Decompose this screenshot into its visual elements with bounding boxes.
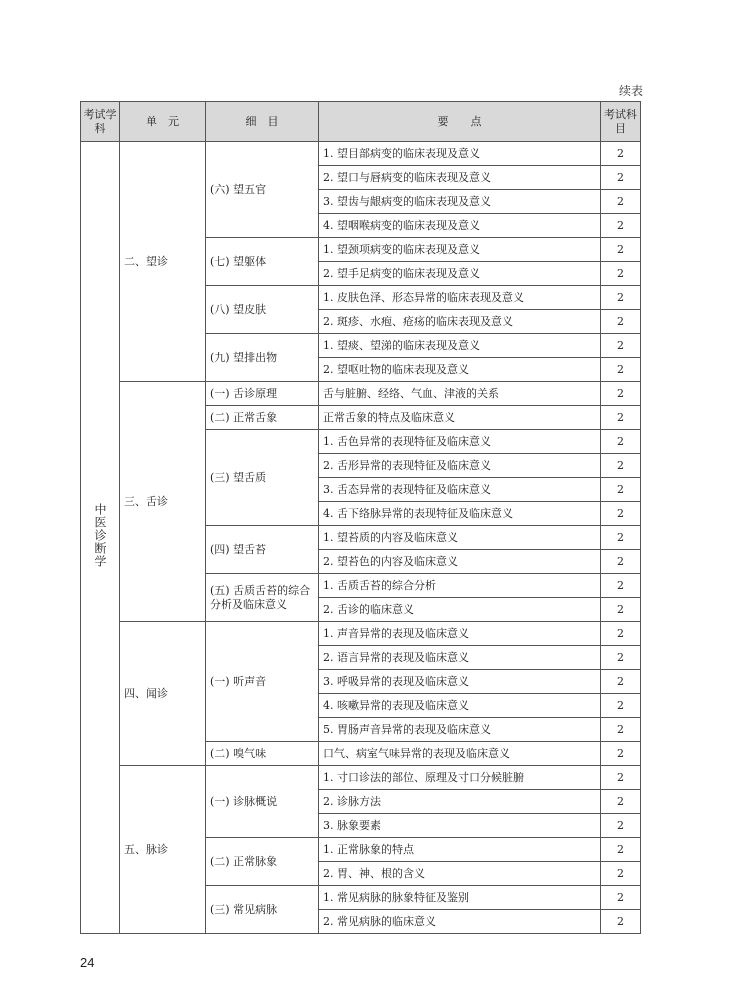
header-points: 要 点 (319, 102, 601, 142)
point-cell: 2. 舌形异常的表现特征及临床意义 (319, 454, 601, 478)
point-cell: 1. 望苔质的内容及临床意义 (319, 526, 601, 550)
level-cell: 2 (601, 406, 641, 430)
level-cell: 2 (601, 190, 641, 214)
point-cell: 1. 声音异常的表现及临床意义 (319, 622, 601, 646)
item-cell: (二) 正常脉象 (206, 838, 319, 886)
item-cell: (二) 正常舌象 (206, 406, 319, 430)
point-cell: 1. 皮肤色泽、形态异常的临床表现及意义 (319, 286, 601, 310)
unit-cell: 五、脉诊 (120, 766, 206, 934)
subject-label: 中医诊断学 (93, 503, 107, 568)
level-cell: 2 (601, 262, 641, 286)
item-cell: (六) 望五官 (206, 142, 319, 238)
level-cell: 2 (601, 910, 641, 934)
point-cell: 2. 常见病脉的临床意义 (319, 910, 601, 934)
item-cell: (三) 常见病脉 (206, 886, 319, 934)
point-cell: 1. 常见病脉的脉象特征及鉴别 (319, 886, 601, 910)
point-cell: 3. 望齿与龈病变的临床表现及意义 (319, 190, 601, 214)
unit-cell: 四、闻诊 (120, 622, 206, 766)
level-cell: 2 (601, 598, 641, 622)
table-row (81, 142, 641, 166)
point-cell: 2. 望口与唇病变的临床表现及意义 (319, 166, 601, 190)
subject-cell (81, 142, 120, 934)
item-cell: (四) 望舌苔 (206, 526, 319, 574)
point-cell: 舌与脏腑、经络、气血、津液的关系 (319, 382, 601, 406)
level-cell: 2 (601, 382, 641, 406)
level-cell: 2 (601, 742, 641, 766)
level-cell: 2 (601, 478, 641, 502)
point-cell: 4. 望咽喉病变的临床表现及意义 (319, 214, 601, 238)
header-subject: 考试学科 (81, 102, 120, 142)
item-cell: (一) 舌诊原理 (206, 382, 319, 406)
table-row (81, 622, 641, 646)
point-cell: 1. 寸口诊法的部位、原理及寸口分候脏腑 (319, 766, 601, 790)
level-cell: 2 (601, 238, 641, 262)
level-cell: 2 (601, 814, 641, 838)
item-cell: (七) 望躯体 (206, 238, 319, 286)
point-cell: 5. 胃肠声音异常的表现及临床意义 (319, 718, 601, 742)
level-cell: 2 (601, 142, 641, 166)
point-cell: 3. 呼吸异常的表现及临床意义 (319, 670, 601, 694)
point-cell: 2. 望呕吐物的临床表现及意义 (319, 358, 601, 382)
level-cell: 2 (601, 358, 641, 382)
level-cell: 2 (601, 550, 641, 574)
level-cell: 2 (601, 502, 641, 526)
level-cell: 2 (601, 766, 641, 790)
point-cell: 1. 舌质舌苔的综合分析 (319, 574, 601, 598)
level-cell: 2 (601, 454, 641, 478)
item-cell: (一) 听声音 (206, 622, 319, 742)
level-cell: 2 (601, 838, 641, 862)
level-cell: 2 (601, 646, 641, 670)
unit-cell: 二、望诊 (120, 142, 206, 382)
header-item: 细 目 (206, 102, 319, 142)
level-cell: 2 (601, 886, 641, 910)
level-cell: 2 (601, 526, 641, 550)
point-cell: 3. 舌态异常的表现特征及临床意义 (319, 478, 601, 502)
point-cell: 1. 望颈项病变的临床表现及意义 (319, 238, 601, 262)
table-row (81, 382, 641, 406)
level-cell: 2 (601, 430, 641, 454)
level-cell: 2 (601, 718, 641, 742)
point-cell: 2. 诊脉方法 (319, 790, 601, 814)
point-cell: 1. 望目部病变的临床表现及意义 (319, 142, 601, 166)
point-cell: 2. 斑疹、水疱、疮疡的临床表现及意义 (319, 310, 601, 334)
point-cell: 2. 望苔色的内容及临床意义 (319, 550, 601, 574)
point-cell: 2. 望手足病变的临床表现及意义 (319, 262, 601, 286)
point-cell: 2. 舌诊的临床意义 (319, 598, 601, 622)
point-cell: 2. 胃、神、根的含义 (319, 862, 601, 886)
level-cell: 2 (601, 790, 641, 814)
point-cell: 1. 舌色异常的表现特征及临床意义 (319, 430, 601, 454)
table-header-row (81, 102, 641, 142)
level-cell: 2 (601, 286, 641, 310)
header-unit: 单 元 (120, 102, 206, 142)
unit-cell: 三、舌诊 (120, 382, 206, 622)
level-cell: 2 (601, 214, 641, 238)
page-number: 24 (80, 955, 95, 970)
level-cell: 2 (601, 166, 641, 190)
item-cell: (五) 舌质舌苔的综合分析及临床意义 (206, 574, 319, 622)
continued-label: 续表 (618, 84, 643, 98)
level-cell: 2 (601, 622, 641, 646)
point-cell: 正常舌象的特点及临床意义 (319, 406, 601, 430)
syllabus-table (80, 101, 641, 934)
item-cell: (九) 望排出物 (206, 334, 319, 382)
item-cell: (一) 诊脉概说 (206, 766, 319, 838)
level-cell: 2 (601, 862, 641, 886)
item-cell: (三) 望舌质 (206, 430, 319, 526)
item-cell: (八) 望皮肤 (206, 286, 319, 334)
point-cell: 1. 望痰、望涕的临床表现及意义 (319, 334, 601, 358)
level-cell: 2 (601, 694, 641, 718)
point-cell: 2. 语言异常的表现及临床意义 (319, 646, 601, 670)
point-cell: 4. 舌下络脉异常的表现特征及临床意义 (319, 502, 601, 526)
point-cell: 口气、病室气味异常的表现及临床意义 (319, 742, 601, 766)
item-cell: (二) 嗅气味 (206, 742, 319, 766)
table-row (81, 766, 641, 790)
point-cell: 3. 脉象要素 (319, 814, 601, 838)
table-body (81, 142, 641, 934)
point-cell: 1. 正常脉象的特点 (319, 838, 601, 862)
level-cell: 2 (601, 310, 641, 334)
header-level: 考试科目 (601, 102, 641, 142)
point-cell: 4. 咳嗽异常的表现及临床意义 (319, 694, 601, 718)
level-cell: 2 (601, 334, 641, 358)
level-cell: 2 (601, 670, 641, 694)
level-cell: 2 (601, 574, 641, 598)
